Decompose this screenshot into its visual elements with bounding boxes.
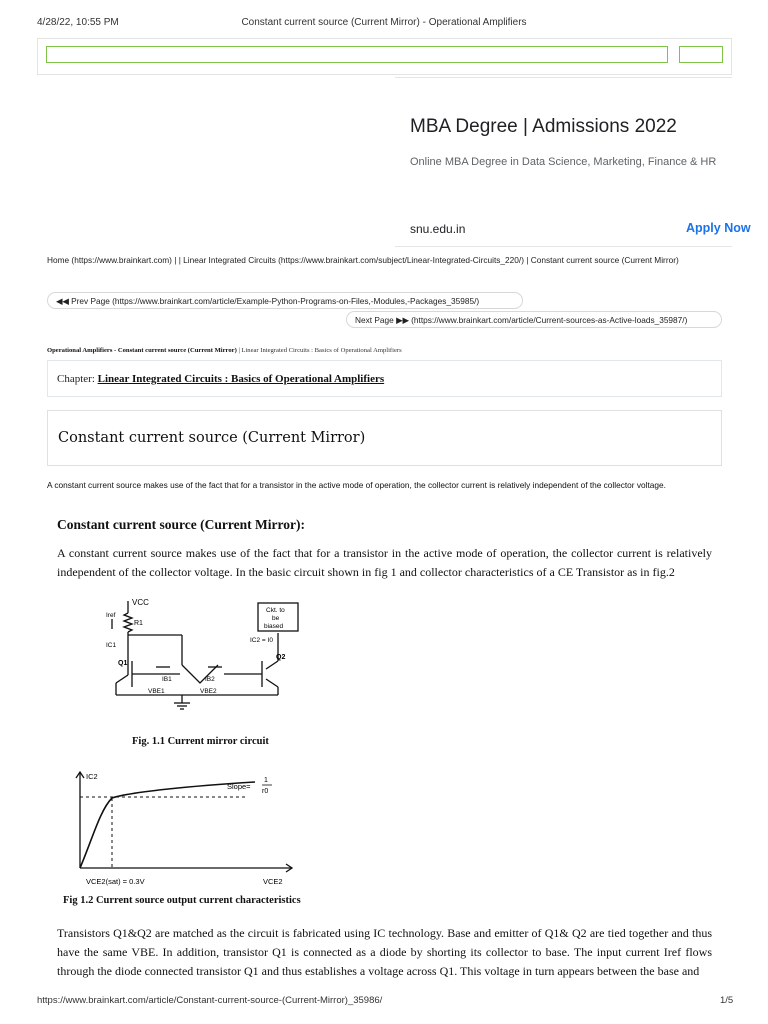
lead-text: A constant current source makes use of the fact that for a transistor in the active mode of operation, the collector current is relatively independent of the collector voltage. xyxy=(47,480,666,490)
fig2-slope-den: r0 xyxy=(262,788,269,795)
fig2-slope-label: Slope= xyxy=(227,782,251,791)
fig1-iref-label: Iref xyxy=(106,612,116,619)
forward-icon: ▶▶ xyxy=(396,315,409,325)
figure-2-caption: Fig 1.2 Current source output current characteristics xyxy=(63,895,301,906)
chapter-line xyxy=(57,373,384,385)
fig1-vbe1-label: VBE1 xyxy=(148,688,165,695)
fig2-slope-num: 1 xyxy=(264,777,268,784)
article-crumb: Operational Amplifiers - Constant current source (Current Mirror) | Linear Integrated Circuits : Basics of Operational Amplifiers xyxy=(47,347,402,354)
fig2-x-label: VCE2 xyxy=(263,877,283,886)
next-page-button[interactable] xyxy=(346,311,722,328)
fig1-ib2-label: IB2 xyxy=(205,676,215,683)
next-page-url: (https://www.brainkart.com/article/Current-sources-as-Active-loads_35987/) xyxy=(411,315,688,325)
prev-page-label: Prev Page (https://www.brainkart.com/article/Example-Python-Programs-on-Files,-Modules,-Packages_35985/) xyxy=(71,296,480,306)
paragraph-1: A constant current source makes use of the fact that for a transistor in the active mode of operation, the collector current is relatively independent of the collector voltage. In the basic circuit shown in fig 1 and collector characteristics of a CE Transistor as in fig.2 xyxy=(57,546,712,579)
fig1-ic1-label: IC1 xyxy=(106,642,117,649)
print-title: Constant current source (Current Mirror) - Operational Amplifiers xyxy=(241,17,527,28)
paragraph-2: Transistors Q1&Q2 are matched as the circuit is fabricated using IC technology. Base and emitter of Q1& Q2 are tied together and thus have the same VBE. In addition, transistor Q1 is connected as a diode by shorting its collector to base. The input current Iref flows through the diode connected transistor Q1 and thus establishes a voltage across Q1. This voltage in turn appears between the base and xyxy=(57,926,712,978)
ad-title[interactable]: MBA Degree | Admissions 2022 xyxy=(410,116,677,137)
output-characteristic-figure xyxy=(70,770,300,890)
backward-icon: ◀◀ xyxy=(56,296,69,306)
chapter-link[interactable]: Linear Integrated Circuits : Basics of Operational Amplifiers xyxy=(97,373,385,385)
fig1-ckt-line2: be xyxy=(272,615,280,622)
fig1-q2-label: Q2 xyxy=(276,654,286,661)
fig2-sat-label: VCE2(sat) = 0.3V xyxy=(86,877,145,886)
chapter-label: Chapter: xyxy=(57,373,98,385)
ad-domain: snu.edu.in xyxy=(410,222,466,236)
fig1-q1-label: Q1 xyxy=(118,660,128,667)
print-date: 4/28/22, 10:55 PM xyxy=(37,17,119,28)
fig2-y-label: IC2 xyxy=(86,772,98,781)
figure-1-caption: Fig. 1.1 Current mirror circuit xyxy=(132,736,269,747)
fig1-ic2-label: IC2 = I0 xyxy=(250,637,273,644)
fig1-ib1-label: IB1 xyxy=(162,676,172,683)
fig1-vbe2-label: VBE2 xyxy=(200,688,217,695)
breadcrumb[interactable]: Home (https://www.brainkart.com) | | Linear Integrated Circuits (https://www.brainkart.com/subject/Linear-Integrated-Circuits_220/) | Constant current source (Current Mirror) xyxy=(47,255,679,265)
current-mirror-figure xyxy=(90,595,310,725)
next-page-label: Next Page xyxy=(355,315,394,325)
fig1-vcc-label: VCC xyxy=(132,598,149,607)
ad-divider xyxy=(395,77,732,78)
page-title: Constant current source (Current Mirror) xyxy=(58,430,366,446)
search-input[interactable] xyxy=(46,46,668,63)
fig1-r1-label: R1 xyxy=(134,620,143,627)
ad-subtitle: Online MBA Degree in Data Science, Marketing, Finance & HR xyxy=(410,156,717,168)
ad-apply-button[interactable]: Apply Now xyxy=(686,221,751,235)
prev-page-button[interactable] xyxy=(47,292,523,309)
search-button[interactable] xyxy=(679,46,723,63)
fig1-ckt-line3: biased xyxy=(264,623,284,630)
print-footer-url: https://www.brainkart.com/article/Constant-current-source-(Current-Mirror)_35986/ xyxy=(37,995,383,1006)
fig1-ckt-line1: Ckt. to xyxy=(266,607,285,614)
print-page-number: 1/5 xyxy=(720,995,734,1006)
ad-divider-bottom xyxy=(395,246,732,247)
section-heading: Constant current source (Current Mirror): xyxy=(57,517,305,532)
